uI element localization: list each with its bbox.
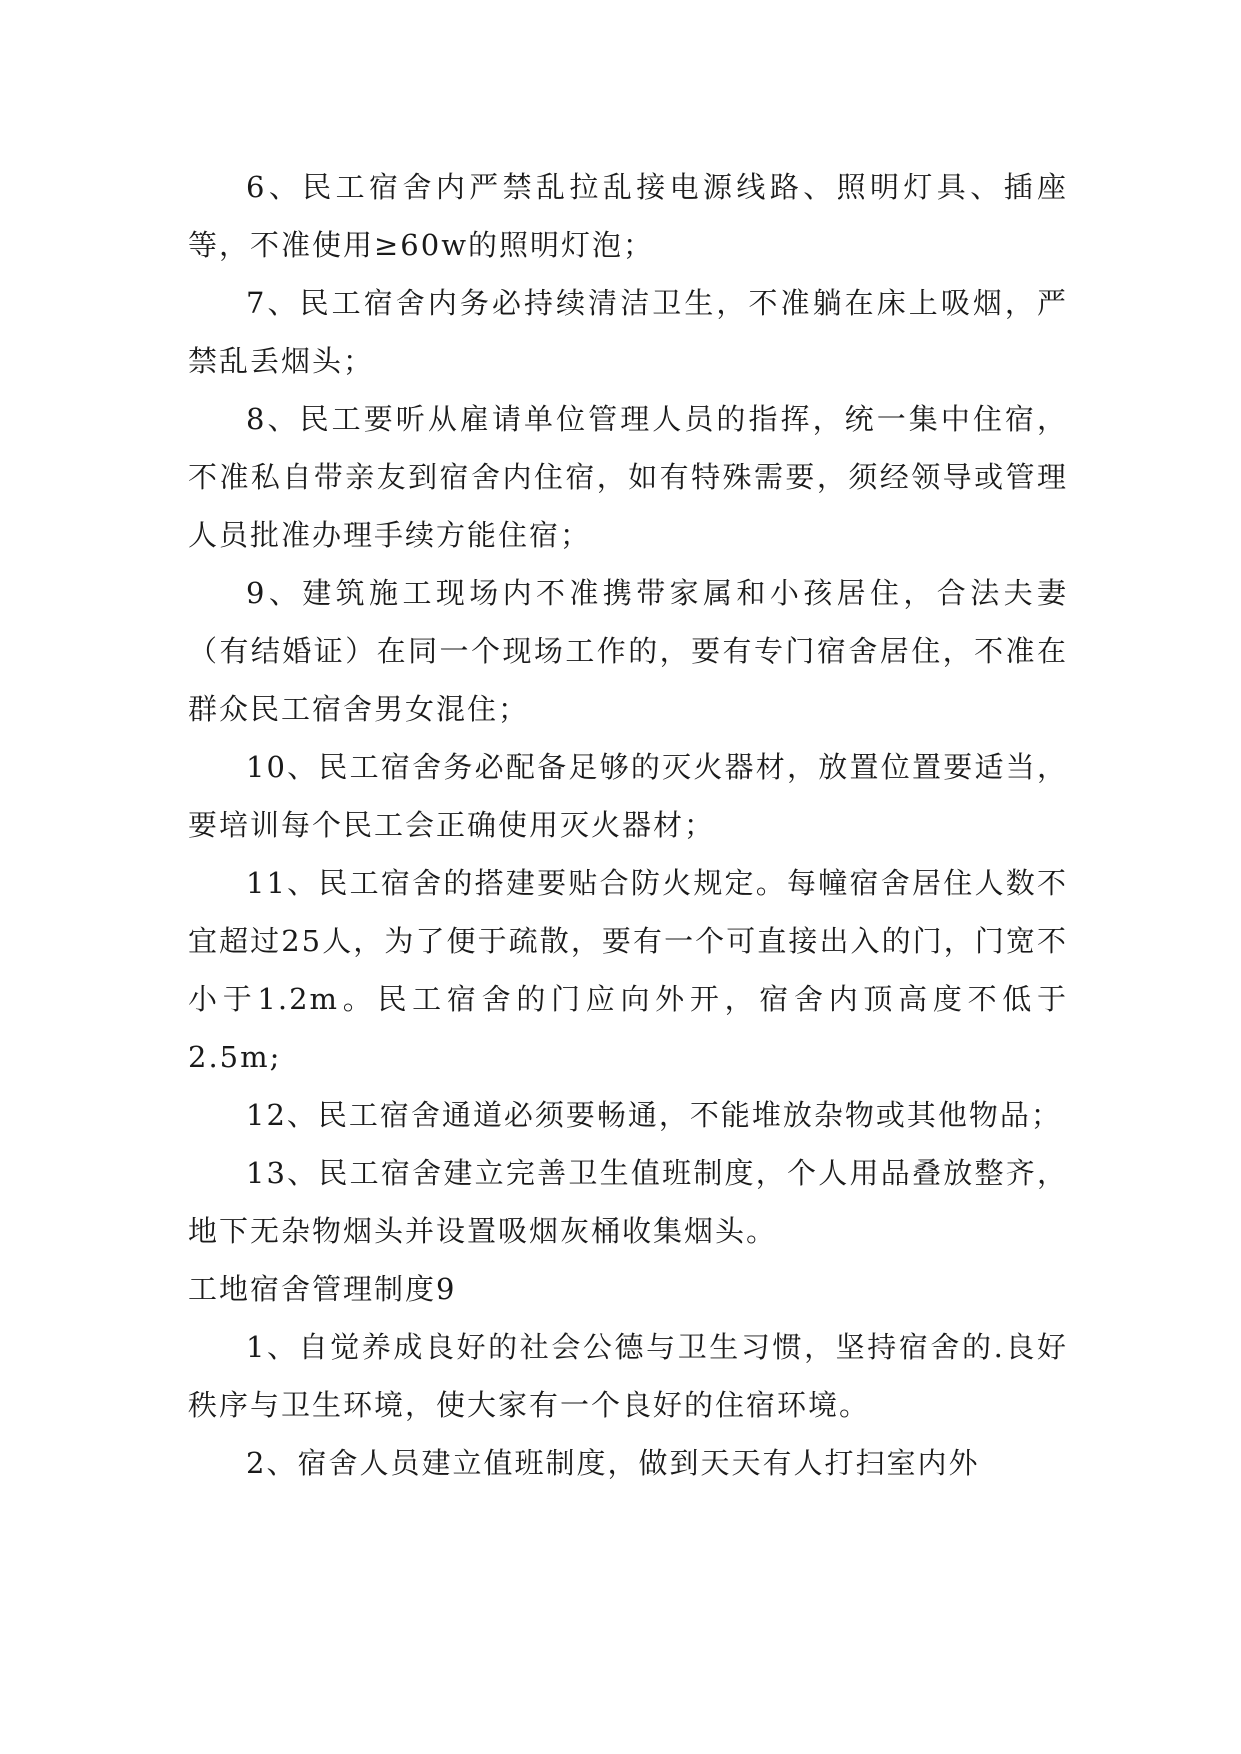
paragraph-section9-rule-1: 1、自觉养成良好的社会公德与卫生习惯，坚持宿舍的.良好秩序与卫生环境，使大家有一个良好的住宿环境。: [188, 1330, 1068, 1422]
paragraph-rule-8: 8、民工要听从雇请单位管理人员的指挥，统一集中住宿，不准私自带亲友到宿舍内住宿，如有特殊需要，须经领导或管理人员批准办理手续方能住宿；: [188, 402, 1068, 552]
paragraph-rule-7: 7、民工宿舍内务必持续清洁卫生，不准躺在床上吸烟，严禁乱丢烟头；: [188, 286, 1068, 378]
paragraph-section9-rule-2: 2、宿舍人员建立值班制度，做到天天有人打扫室内外: [246, 1446, 980, 1480]
paragraph-rule-13: 13、民工宿舍建立完善卫生值班制度，个人用品叠放整齐，地下无杂物烟头并设置吸烟灰桶收集烟头。: [188, 1156, 1068, 1248]
paragraph-rule-12: 12、民工宿舍通道必须要畅通，不能堆放杂物或其他物品；: [246, 1098, 1062, 1132]
paragraph-rule-10: 10、民工宿舍务必配备足够的灭火器材，放置位置要适当，要培训每个民工会正确使用灭火器材；: [188, 750, 1068, 842]
document-body: [188, 158, 1068, 1492]
paragraph-rule-6: 6、民工宿舍内严禁乱拉乱接电源线路、照明灯具、插座等，不准使用≥60w的照明灯泡；: [188, 170, 1068, 262]
paragraph-rule-9: 9、建筑施工现场内不准携带家属和小孩居住，合法夫妻（有结婚证）在同一个现场工作的，要有专门宿舍居住，不准在群众民工宿舍男女混住；: [188, 576, 1068, 726]
paragraph-rule-11: 11、民工宿舍的搭建要贴合防火规定。每幢宿舍居住人数不宜超过25人，为了便于疏散，要有一个可直接出入的门，门宽不小于1.2m。民工宿舍的门应向外开，宿舍内顶高度不低于2.5m;: [188, 866, 1068, 1074]
section-heading: 工地宿舍管理制度9: [188, 1272, 457, 1306]
